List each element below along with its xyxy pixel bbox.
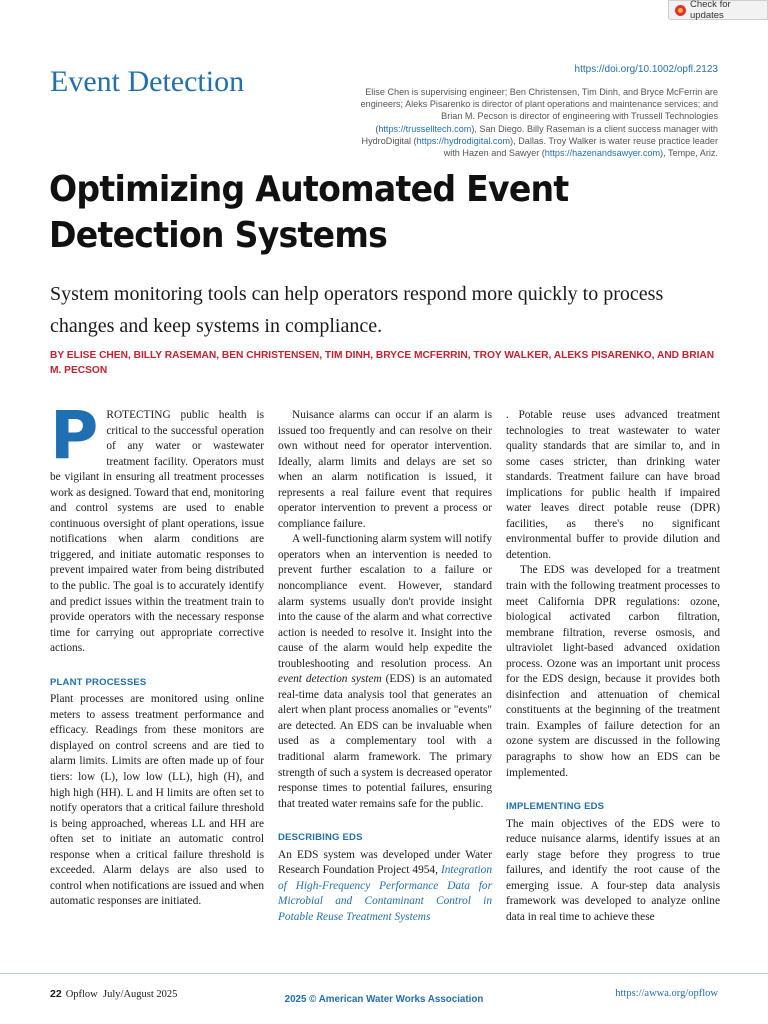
alarm-text-2: (EDS) is an automated real-time data analysis tool that generates an alert when plant process anomalies or "events" are detected. An EDS can be invaluable when used as a complementary tool with a traditional alarm framework. The primary strength of such a system is decreased operator response times to potential failures, ensuring that treated water remains safe for the public. <box>278 673 493 810</box>
doi-link[interactable]: https://doi.org/10.1002/opfl.2123 <box>574 64 718 75</box>
project-link[interactable]: Integration of High-Frequency Performance Data for Microbial and Contaminant Control in Potable Reuse Treatment Systems <box>278 864 492 923</box>
heading-plant-processes: PLANT PROCESSES <box>50 676 147 688</box>
page-number: 22 <box>50 988 62 1000</box>
alarm-text: A well-functioning alarm system will notify operators when an intervention is needed to prevent further escalation to a failure or noncompliance event. However, standard alarm systems usually don't provide insight into the cause of the alarm and what corrective action is needed to resolve it. Insight into the cause of the alarm would help expedite the troubleshooting and resolution process. An <box>278 533 492 670</box>
affiliation-text: ), San Diego. Billy Raseman is a client success manager with HydroDigital ( <box>361 123 718 146</box>
byline: BY ELISE CHEN, BILLY RASEMAN, BEN CHRISTENSEN, TIM DINH, BRYCE MCFERRIN, TROY WALKER, ALEKS PISARENKO, AND BRIAN M. PECSON <box>50 350 715 376</box>
describing-paragraph <box>278 848 492 926</box>
describing-continued <box>506 408 720 563</box>
describing-text: An EDS system was developed under Water Research Foundation Project 4954, <box>278 848 492 877</box>
footer-copyright: 2025 © American Water Works Association <box>284 994 484 1005</box>
drop-cap: P <box>50 397 99 474</box>
plant-paragraph: Plant processes are monitored using online meters to assess treatment performance and efficacy. Readings from these monitors are displayed on control screens and are tied to alarm limits. Limits are often made up of four tiers: low (L), low low (LL), high (H), and high high (HH). L and H limits are often set to notify operators that a critical failure threshold is being approached, whereas LL and HH are often set to initiate an automatic control response when a critical failure threshold is exceeded. Alarm delays are also used to control when notifications are issued and when automatic responses are initiated. <box>50 693 264 908</box>
developed-paragraph: The EDS was developed for a treatment train with the following treatment processes to meet California DPR regulations: ozone, biological activated carbon filtration, membrane filtration, reverse osmosis, and ultraviolet light-based advanced oxidation process. Ozone was an important unit process for the EDS design, because it provides both disinfection and attenuation of chemical constituents at the beginning of the treatment train. Examples of failure detection for an ozone system are discussed in the following paragraphs to show how an EDS can be implemented. <box>506 564 720 779</box>
hydrodigital-link[interactable]: https://hydrodigital.com <box>416 135 511 146</box>
eds-term: event detection system <box>278 673 382 686</box>
check-for-updates-button[interactable] <box>668 0 768 20</box>
author-affiliations <box>360 86 718 159</box>
heading-implementing-eds: IMPLEMENTING EDS <box>506 801 605 813</box>
article-subtitle: System monitoring tools can help operators respond more quickly to process changes and keep systems in compliance. <box>50 283 664 337</box>
describing-text-2: . Potable reuse uses advanced treatment technologies to treat wastewater to water quality standards that are similar to, and in some cases stricter, than drinking water standards. Treatment failure can have broad implications for public health if impaired water leaves direct potable reuse (DPR) facilities, as there's no significant environmental buffer to provide dilution and detention. <box>506 409 720 561</box>
affiliation-text: ), Tempe, Ariz. <box>660 148 718 159</box>
column-1 <box>50 397 264 910</box>
column-3 <box>506 408 720 926</box>
affiliation-text: ), Dallas. Troy Walker is water reuse practice leader with Hazen and Sawyer ( <box>443 135 718 159</box>
section-heading: Event Detection <box>50 65 245 98</box>
article-title: Optimizing Automated Event Detection Systems <box>49 169 569 256</box>
check-for-updates-label: Check for updates <box>690 0 731 21</box>
heading-describing-eds: DESCRIBING EDS <box>278 832 363 844</box>
alarm-paragraph <box>278 532 492 812</box>
hazen-link[interactable]: https://hazenandsawyer.com <box>544 148 661 159</box>
nuisance-paragraph: Nuisance alarms can occur if an alarm is issued too frequently and can resolve on their own without need for operator intervention. Ideally, alarm limits and delays are set so when an alarm notification is issued, it represents a real failure event that requires operator intervention to prevent a process or compliance failure. <box>278 409 492 530</box>
column-2 <box>278 408 492 926</box>
implementing-paragraph: The main objectives of the EDS were to reduce nuisance alarms, identify issues at an early stage before they progress to true failures, and identify the root cause of the emerging issue. A four-step data analysis framework was developed to analyze online data in real time to achieve these <box>506 817 720 923</box>
intro-paragraph <box>50 397 264 657</box>
trussell-link[interactable]: https://trusselltech.com <box>378 123 472 134</box>
affiliation-text: Elise Chen is supervising engineer; Ben Christensen, Tim Dinh, and Bryce McFerrin are engineers; Aleks Pisarenko is director of plant operations and maintenance services; and Brian M. Pecson is director of engineering with Trussell Technologies ( <box>360 87 718 134</box>
crossmark-icon <box>675 5 686 16</box>
footer-divider <box>0 973 768 974</box>
issue-label: Opflow July/August 2025 <box>65 989 178 1000</box>
footer-url-link[interactable]: https://awwa.org/opflow <box>615 988 718 999</box>
intro-text: ROTECTING public health is critical to the successful operation of any water or wastewater treatment facility. Operators must be vigilant in ensuring all treatment processes work as designed. Toward that end, monitoring and control systems are used to enable continuous oversight of plant operations, issue notifications when alarm conditions are triggered, and initiate automatic responses to prevent impaired water from being distributed to the public. The goal is to accurately identify and predict issues within the treatment train to provide operators with the necessary response time for carrying out appropriate corrective actions. <box>50 409 264 655</box>
